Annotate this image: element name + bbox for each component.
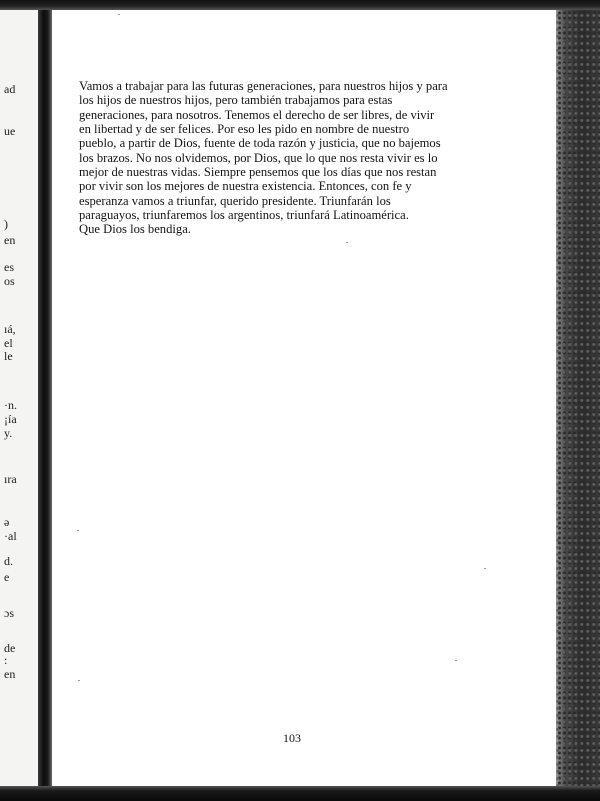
previous-page-fragment: ·al xyxy=(4,529,17,543)
previous-page-edge xyxy=(0,0,40,801)
previous-page-fragment: d. xyxy=(4,554,13,568)
previous-page-fragment: e xyxy=(4,570,10,584)
previous-page-fragment: ) xyxy=(4,217,8,231)
scan-speck xyxy=(346,242,348,243)
text-line: paraguayos, triunfaremos los argentinos, triunfará Latinoamérica. xyxy=(79,208,409,223)
top-scan-edge xyxy=(0,0,600,10)
page-body-text xyxy=(79,79,519,237)
book-gutter-shadow xyxy=(38,0,52,801)
previous-page-fragment: ·n. xyxy=(4,398,17,412)
scan-speck xyxy=(455,660,457,661)
scan-speck xyxy=(78,680,80,681)
previous-page-fragment: ad xyxy=(4,82,16,96)
previous-page-fragment: ¡ía xyxy=(4,412,17,426)
previous-page-fragment: ue xyxy=(4,124,16,138)
scan-speck xyxy=(77,530,79,531)
scan-speck xyxy=(118,14,120,15)
previous-page-fragment: ɔs xyxy=(4,606,14,620)
previous-page-fragment: es xyxy=(4,260,14,274)
text-line: mejor de nuestras vidas. Siempre pensemos que los días que nos restan xyxy=(79,165,437,180)
text-line: los hijos de nuestros hijos, pero también trabajamos para estas xyxy=(79,93,393,108)
previous-page-fragment: os xyxy=(4,274,15,288)
text-line: Que Dios los bendiga. xyxy=(79,222,191,237)
text-line: esperanza vamos a triunfar, querido presidente. Triunfarán los xyxy=(79,193,391,208)
previous-page-fragment: de xyxy=(4,641,16,655)
scan-speck xyxy=(484,568,486,569)
previous-page-fragment: le xyxy=(4,349,13,363)
text-line: los brazos. No nos olvidemos, por Dios, que lo que nos resta vivir es lo xyxy=(79,150,438,165)
bottom-scan-edge xyxy=(0,786,600,801)
previous-page-fragment: : xyxy=(4,653,8,667)
right-scan-edge xyxy=(556,0,600,801)
text-line: pueblo, a partir de Dios, fuente de toda razón y justicia, que no bajemos xyxy=(79,136,441,151)
previous-page-fragment: en xyxy=(4,667,16,681)
previous-page-fragment: ıá, xyxy=(4,322,16,336)
text-line: generaciones, para nosotros. Tenemos el derecho de ser libres, de vivir xyxy=(79,107,435,122)
previous-page-fragment: ıra xyxy=(4,472,17,486)
previous-page-fragment: el xyxy=(4,336,13,350)
previous-page-fragment: y. xyxy=(4,426,13,440)
text-line: Vamos a trabajar para las futuras generaciones, para nuestros hijos y para xyxy=(79,79,448,93)
page-number: 103 xyxy=(283,731,301,745)
previous-page-fragment: ə xyxy=(4,515,10,529)
text-line: en libertad y de ser felices. Por eso les pido en nombre de nuestro xyxy=(79,122,410,137)
text-line: por vivir son los mejores de nuestra existencia. Entonces, con fe y xyxy=(79,179,412,194)
previous-page-fragment: en xyxy=(4,233,16,247)
